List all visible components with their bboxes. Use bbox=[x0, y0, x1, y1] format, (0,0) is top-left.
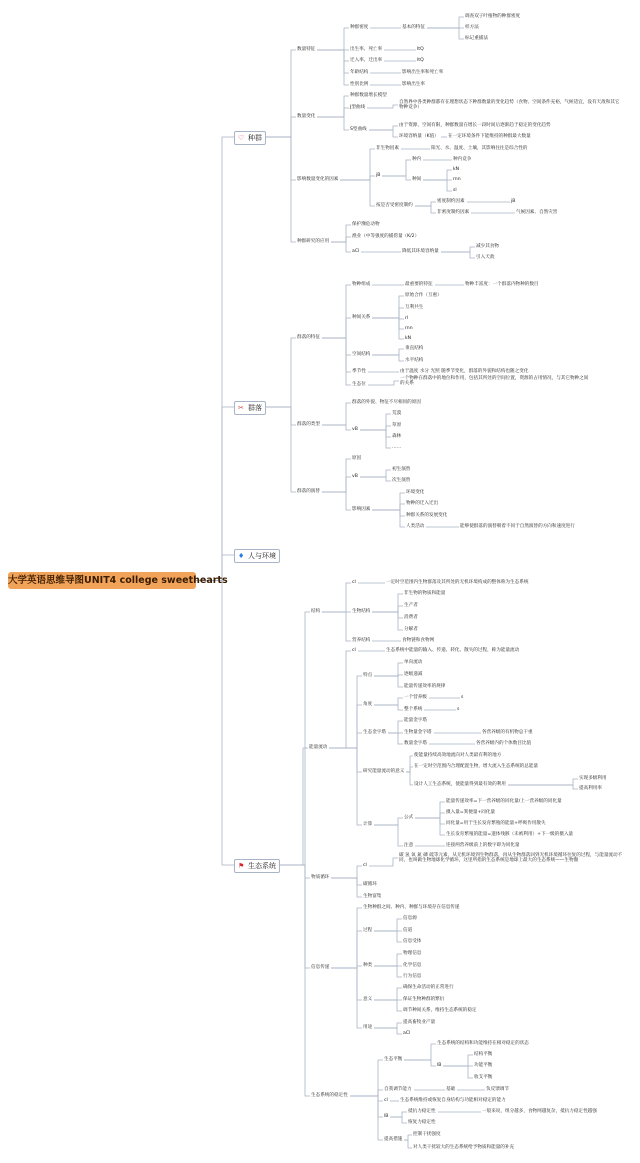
connector bbox=[374, 676, 403, 687]
mindmap-node[interactable]: 营养结构 bbox=[352, 638, 371, 644]
mindmap-node[interactable]: ltQ bbox=[417, 58, 424, 64]
connector bbox=[374, 954, 402, 966]
mindmap-node[interactable]: 一般来说，组分越多，食物网越复杂，抵抗力稳定性越强 bbox=[482, 1109, 597, 1115]
heart-icon: ♡ bbox=[238, 134, 245, 142]
connector bbox=[340, 180, 375, 206]
mindmap-node[interactable]: …… bbox=[392, 445, 402, 451]
connector bbox=[369, 126, 398, 130]
mindmap-node[interactable]: 降低其环境容纳量 bbox=[402, 249, 439, 255]
mindmap-node[interactable]: 标记重捕法 bbox=[465, 36, 488, 42]
connector bbox=[317, 28, 349, 50]
mindmap-node[interactable]: 种群密度 bbox=[350, 25, 369, 31]
topic-human-environment-label: 人与环境 bbox=[248, 552, 276, 560]
mindmap-node[interactable]: 信息源 bbox=[403, 916, 417, 922]
mindmap-node[interactable]: 信息传递 bbox=[311, 965, 330, 971]
connector bbox=[382, 160, 411, 176]
mindmap-node[interactable]: 种间 bbox=[412, 177, 422, 183]
mindmap-node[interactable]: 生物种群之间、种内、种群与环境存在信息传递 bbox=[363, 905, 460, 911]
connector bbox=[374, 919, 402, 931]
connector bbox=[415, 818, 445, 824]
mindmap-node[interactable]: 物种丰富度：一个群落内物种的数目 bbox=[465, 282, 539, 288]
connector bbox=[322, 459, 351, 492]
mindmap-node[interactable]: rl bbox=[405, 316, 409, 322]
mindmap-node[interactable]: 能量传递效率的规律 bbox=[404, 684, 446, 690]
connector bbox=[367, 105, 398, 108]
connector bbox=[266, 137, 296, 242]
mindmap-node[interactable]: 抵抗力稳定性 bbox=[408, 1109, 436, 1115]
mindmap-node[interactable]: 影响因素 bbox=[352, 507, 371, 513]
mindmap-node[interactable]: 确保生命活动的正常进行 bbox=[403, 985, 454, 991]
connector bbox=[360, 470, 391, 477]
mindmap-node[interactable]: 在一定时空范围内合理配置生物，增大流入生态系统的总能量 bbox=[414, 764, 539, 770]
connector bbox=[331, 237, 351, 242]
mindmap-node[interactable]: 信息受体 bbox=[403, 939, 422, 945]
connector bbox=[322, 612, 351, 641]
connector bbox=[372, 510, 405, 527]
mindmap-node[interactable]: 用途 bbox=[363, 1025, 373, 1031]
connector bbox=[372, 349, 404, 355]
connector bbox=[406, 756, 413, 772]
mindmap-node[interactable]: 群落的演替 bbox=[297, 489, 320, 495]
mindmap-node[interactable]: 最重要的特征 bbox=[405, 282, 433, 288]
connector bbox=[374, 1023, 402, 1028]
mindmap-node[interactable]: 数量变化 bbox=[297, 114, 316, 120]
connector bbox=[266, 50, 296, 137]
connector bbox=[331, 968, 362, 1028]
mindmap-node[interactable]: 摄入量=粪便量+同化量 bbox=[446, 810, 496, 816]
connector bbox=[317, 108, 349, 117]
mindmap-node[interactable]: 阳光、水、温度、土壤，其影响往往是综合性的 bbox=[431, 146, 528, 152]
connector bbox=[374, 825, 403, 846]
connector bbox=[404, 1135, 412, 1140]
connector bbox=[508, 785, 578, 789]
connector bbox=[350, 1096, 383, 1140]
topic-population[interactable] bbox=[234, 131, 266, 145]
flag-icon: ⚑ bbox=[238, 862, 245, 870]
connector bbox=[369, 130, 398, 137]
connector bbox=[415, 802, 445, 818]
mindmap-node[interactable]: 由于资源、空间有限，种群数量在增长一段时间后逐渐趋于稳定的变化趋势 bbox=[399, 123, 551, 129]
mindmap-node[interactable]: 环境变化 bbox=[406, 490, 425, 496]
connector bbox=[374, 663, 403, 676]
mindmap-node[interactable]: 一个物种在群落中的地位和作用，包括其所处的空间位置，资源的占用情况，与其它物种之间的关系 bbox=[400, 375, 589, 386]
connector bbox=[423, 170, 452, 180]
connector bbox=[322, 583, 351, 612]
scissors-icon: ✂ bbox=[238, 404, 244, 412]
mindmap-node[interactable]: 保证生物种群的繁衍 bbox=[403, 997, 445, 1003]
mindmap-node[interactable]: s bbox=[461, 695, 464, 701]
mindmap-node[interactable]: 密度制约因素 bbox=[437, 199, 465, 205]
mindmap-node[interactable]: 生态系统中能量的输入、传递、转化、散失的过程，称为能量流动 bbox=[386, 648, 520, 654]
mindmap-node[interactable]: 一个营养级 bbox=[404, 695, 427, 701]
mindmap-node[interactable]: aCl bbox=[403, 1031, 411, 1037]
mindmap-node[interactable]: 初生演替 bbox=[392, 467, 411, 473]
mindmap-node[interactable]: 行为信息 bbox=[403, 974, 422, 980]
mindmap-node[interactable]: 草原 bbox=[392, 423, 402, 429]
mindmap-node[interactable]: 荒漠 bbox=[392, 411, 402, 417]
mindmap-node[interactable]: J型曲线 bbox=[350, 105, 366, 111]
connector bbox=[382, 176, 411, 180]
mindmap-node[interactable]: rnn bbox=[453, 177, 461, 183]
topic-human-environment[interactable] bbox=[234, 549, 280, 563]
mindmap-node[interactable]: 迁入率、迁出率 bbox=[350, 58, 383, 64]
connector bbox=[329, 651, 351, 748]
topic-ecosystem-label: 生态系统 bbox=[248, 862, 276, 870]
mindmap-node[interactable]: 提高措施 bbox=[384, 1137, 403, 1143]
mindmap-node[interactable]: 实现多级利用 bbox=[579, 776, 607, 782]
mindmap-node[interactable]: 森林 bbox=[392, 434, 402, 440]
connector bbox=[340, 176, 375, 180]
mindmap-node[interactable]: 提高畜牧业产量 bbox=[403, 1020, 436, 1026]
mindmap-node[interactable]: 单向流动 bbox=[404, 660, 423, 666]
connector bbox=[406, 772, 413, 785]
connector bbox=[404, 1044, 436, 1060]
mindmap-node[interactable]: 种群研究的应用 bbox=[297, 239, 330, 245]
mindmap-node[interactable]: 提高利用率 bbox=[579, 786, 602, 792]
connector bbox=[322, 425, 351, 430]
mindmap-node[interactable]: 非密度制约因素 bbox=[437, 210, 470, 216]
connector bbox=[390, 1112, 407, 1117]
mindmap-node[interactable]: 角度 bbox=[363, 702, 373, 708]
connector bbox=[372, 612, 403, 630]
mindmap-node[interactable]: 生产者 bbox=[404, 603, 418, 609]
connector bbox=[374, 1000, 402, 1011]
mindmap-node[interactable]: 消费者 bbox=[404, 615, 418, 621]
connector bbox=[360, 426, 391, 430]
drop-icon: ♦ bbox=[238, 552, 245, 560]
mindmap-node[interactable]: 影响出生率 bbox=[402, 82, 425, 88]
connector bbox=[266, 117, 296, 137]
mindmap-node[interactable]: 生态系统的结构和功能维持在相对稳定的状态 bbox=[437, 1041, 529, 1047]
mindmap-node[interactable]: vB bbox=[352, 474, 358, 480]
connector bbox=[423, 180, 452, 191]
mindmap-node[interactable]: 能够使群落的演替朝着不同于自然演替的方向和速度进行 bbox=[460, 524, 575, 530]
mindmap-node[interactable]: 生物结构 bbox=[352, 609, 371, 615]
mindmap-node[interactable]: 连接两营养级前上的数字即为同化量 bbox=[446, 843, 520, 849]
connector bbox=[331, 866, 362, 878]
connector bbox=[266, 407, 296, 425]
connector bbox=[374, 931, 402, 942]
connector bbox=[443, 1055, 473, 1066]
mindmap-node[interactable]: 功能平衡 bbox=[474, 1063, 493, 1069]
connector bbox=[406, 767, 413, 772]
mindmap-node[interactable]: 物种的迁入迁出 bbox=[406, 501, 439, 507]
mindmap-node[interactable]: cl bbox=[352, 580, 356, 586]
connector bbox=[266, 407, 296, 492]
mindmap-node[interactable]: 物种组成 bbox=[352, 282, 371, 288]
mindmap-node[interactable]: 种群关系的发展变化 bbox=[406, 513, 448, 519]
connector bbox=[404, 1140, 412, 1148]
mindmap-node[interactable]: 同化量=用于生长发育繁殖的能量+呼吸作用散失 bbox=[446, 821, 546, 827]
connector bbox=[360, 477, 391, 481]
mindmap-node[interactable]: 影响数量变化的因素 bbox=[297, 177, 339, 183]
root-topic[interactable]: 大学英语思维导图UNIT4 college sweethearts bbox=[8, 572, 196, 589]
mindmap-node[interactable]: jB bbox=[376, 173, 381, 179]
mindmap-node[interactable]: 气候因素、自然灾害 bbox=[516, 210, 558, 216]
connector bbox=[388, 733, 403, 744]
mindmap-node[interactable]: 渔业（中等强度的捕捞量（K/2） bbox=[352, 234, 420, 240]
mindmap-node[interactable]: kN bbox=[405, 336, 412, 342]
mindmap-node[interactable]: 生态系统维持或恢复自身结构与功能相对稳定的能力 bbox=[400, 1098, 506, 1104]
connector bbox=[280, 748, 308, 865]
connector bbox=[360, 430, 391, 448]
mindmap-node[interactable]: aCl bbox=[352, 249, 360, 255]
mindmap-node[interactable]: 结构 bbox=[311, 609, 321, 615]
mindmap-node[interactable]: 各营养级内的个体数目比值 bbox=[476, 741, 532, 747]
mindmap-node[interactable]: cl bbox=[363, 863, 367, 869]
mindmap-node[interactable]: 生态金字塔 bbox=[363, 730, 386, 736]
connector bbox=[317, 50, 349, 85]
mindmap-node[interactable]: 种内竞争 bbox=[453, 157, 472, 163]
connector bbox=[340, 149, 375, 180]
connector bbox=[331, 242, 351, 252]
connector bbox=[322, 338, 351, 385]
mindmap-node[interactable]: 样方法 bbox=[465, 25, 479, 31]
mindmap-node[interactable]: 结构平衡 bbox=[474, 1052, 493, 1058]
mindmap-node[interactable]: 生物富集 bbox=[363, 894, 382, 900]
connector bbox=[331, 931, 362, 968]
connector bbox=[266, 137, 296, 180]
mindmap-node[interactable]: vB bbox=[352, 427, 358, 433]
mindmap-node[interactable]: 种内 bbox=[412, 157, 422, 163]
connector bbox=[372, 606, 403, 612]
mindmap-node[interactable]: 负反馈调节 bbox=[486, 1087, 509, 1093]
mindmap-node[interactable]: 调节种间关系，维持生态系统的稳定 bbox=[403, 1008, 477, 1014]
mindmap-node[interactable]: 特点 bbox=[363, 673, 373, 679]
mindmap-node[interactable]: 垂直结构 bbox=[405, 346, 424, 352]
mindmap-node[interactable]: 种类 bbox=[363, 963, 373, 969]
mindmap-node[interactable]: 公式 bbox=[404, 815, 414, 821]
mindmap-node[interactable]: 控制干扰强度 bbox=[413, 1132, 441, 1138]
mindmap-node[interactable]: 物质循环 bbox=[311, 875, 330, 881]
topic-community[interactable] bbox=[234, 401, 266, 415]
connector bbox=[372, 355, 404, 361]
mindmap-node[interactable]: 人类活动 bbox=[406, 524, 425, 530]
connector bbox=[388, 721, 403, 733]
mindmap-node[interactable]: 在一定环境条件下能维持的种群最大数量 bbox=[448, 134, 531, 140]
mindmap-node[interactable]: 互利共生 bbox=[405, 305, 424, 311]
connector bbox=[280, 865, 310, 878]
mindmap-node[interactable]: 由于温度 水分 光照 随季节变化，群落的外貌和结构也随之变化 bbox=[400, 369, 529, 375]
mindmap-node[interactable]: 物理信息 bbox=[403, 951, 422, 957]
mindmap-node[interactable]: 分解者 bbox=[404, 627, 418, 633]
mindmap-node[interactable]: 自我调节能力 bbox=[384, 1087, 412, 1093]
mindmap-node[interactable]: 能量金字塔 bbox=[404, 718, 427, 724]
mindmap-node[interactable]: cl bbox=[384, 1098, 388, 1104]
mindmap-node[interactable]: 环境容纳量（K值） bbox=[399, 134, 439, 140]
mindmap-node[interactable]: 引入天敌 bbox=[476, 255, 495, 261]
mindmap-node[interactable]: lB bbox=[437, 1063, 442, 1069]
mindmap-node[interactable]: 生态平衡 bbox=[384, 1057, 403, 1063]
mindmap-node[interactable]: 种群数量增长模型 bbox=[350, 93, 387, 99]
connector bbox=[280, 865, 310, 968]
connector bbox=[280, 612, 310, 865]
connector bbox=[374, 1028, 402, 1034]
mindmap-node[interactable]: 能量传递效率=下一营养级的同化量/上一营养级的同化量 bbox=[446, 799, 562, 805]
mindmap-node[interactable]: 减少其食物 bbox=[476, 244, 499, 250]
mindmap-node[interactable]: sl bbox=[453, 188, 457, 194]
mindmap-node[interactable]: 基本的特征 bbox=[402, 25, 425, 31]
mindmap-node[interactable]: 空间结构 bbox=[352, 352, 371, 358]
connector bbox=[331, 225, 351, 242]
connector bbox=[374, 966, 402, 977]
connector bbox=[317, 117, 349, 130]
mindmap-node[interactable]: cl bbox=[352, 648, 356, 654]
connector bbox=[415, 206, 436, 213]
connector bbox=[369, 858, 398, 866]
connector bbox=[415, 202, 436, 206]
mindmap-node[interactable]: 恢复力稳定性 bbox=[408, 1120, 436, 1126]
connector bbox=[415, 818, 445, 835]
mindmap-node[interactable]: 按是否受密度制约 bbox=[376, 203, 413, 209]
mindmap-node[interactable]: 出生率、死亡率 bbox=[350, 47, 383, 53]
mindmap-node[interactable]: 水平结构 bbox=[405, 358, 424, 364]
mindmap-node[interactable]: 整个系统 bbox=[404, 707, 423, 713]
mindmap-node[interactable]: 年龄结构 bbox=[350, 70, 369, 76]
connector bbox=[329, 733, 362, 748]
connector bbox=[427, 28, 464, 39]
connector bbox=[350, 1090, 383, 1096]
mindmap-node[interactable]: 数量特征 bbox=[297, 47, 316, 53]
mindmap-node[interactable]: 生物量金字塔 bbox=[404, 730, 432, 736]
connector bbox=[374, 698, 403, 705]
mindmap-node[interactable]: rnn bbox=[405, 326, 413, 332]
mindmap-node[interactable]: 非生物因素 bbox=[376, 146, 399, 152]
mindmap-node[interactable]: 食物链和食物网 bbox=[402, 638, 435, 644]
connector bbox=[266, 338, 296, 407]
mindmap-node[interactable]: 生态系统的稳定性 bbox=[311, 1093, 348, 1099]
topic-community-label: 群落 bbox=[248, 404, 262, 412]
mindmap-node[interactable]: 数量金字塔 bbox=[404, 741, 427, 747]
connector bbox=[427, 17, 464, 28]
mindmap-node[interactable]: 计算 bbox=[363, 822, 373, 828]
mindmap-node[interactable]: 基础 bbox=[446, 1087, 456, 1093]
topic-population-label: 种群 bbox=[248, 134, 262, 142]
mindmap-node[interactable]: 对人类干扰较大的生态系统给予物质和能量的补充 bbox=[413, 1145, 515, 1151]
connector bbox=[368, 381, 399, 385]
mindmap-node[interactable]: 一定时空范围内生物群落及其所处的无机环境构成的整体称为生态系统 bbox=[386, 580, 529, 586]
mindmap-node[interactable]: jB bbox=[511, 199, 516, 205]
connector bbox=[443, 1066, 473, 1078]
mindmap-node[interactable]: 生长发育繁殖的能量=遗体残骸（未被利用）+下一级的摄入量 bbox=[446, 832, 574, 838]
connector bbox=[322, 492, 351, 510]
mindmap-node[interactable]: S型曲线 bbox=[350, 127, 367, 133]
connector bbox=[441, 252, 475, 258]
connector bbox=[374, 705, 403, 710]
mindmap-node[interactable]: 原因 bbox=[352, 456, 362, 462]
mindmap-node[interactable]: 设计人工生态系统，使能量得到最有效的利用 bbox=[414, 782, 506, 788]
mindmap-node[interactable]: lB bbox=[384, 1114, 389, 1120]
mindmap-node[interactable]: 群落的外貌、物征不尽相同的原因 bbox=[352, 400, 421, 406]
connector bbox=[441, 247, 475, 252]
mindmap-node[interactable]: 季节性 bbox=[352, 369, 366, 375]
connector-root-E bbox=[196, 581, 234, 866]
mindmap-node[interactable]: 群落的类型 bbox=[297, 422, 320, 428]
connector bbox=[372, 308, 404, 318]
mindmap-node[interactable]: 使能量持续高效地流向对人类最有利的地方 bbox=[414, 753, 502, 759]
mindmap-node[interactable]: 各营养级的有机物总干重 bbox=[482, 730, 533, 736]
mindmap-node[interactable]: 碳循环 bbox=[363, 882, 377, 888]
connector bbox=[322, 318, 351, 338]
connector bbox=[322, 285, 351, 338]
mindmap-node[interactable]: s bbox=[457, 707, 460, 713]
mindmap-node[interactable]: 意义 bbox=[363, 997, 373, 1003]
connector bbox=[372, 504, 405, 510]
mindmap-node[interactable]: 收支平衡 bbox=[474, 1075, 493, 1081]
connector bbox=[322, 338, 351, 355]
mindmap-node[interactable]: 群落的特征 bbox=[297, 335, 320, 341]
mindmap-node[interactable]: 过程 bbox=[363, 928, 373, 934]
mindmap-node[interactable]: 信道 bbox=[403, 928, 413, 934]
connector bbox=[322, 403, 351, 425]
mindmap-node[interactable]: 自然界中各类种群都有在理想状态下种群数量的变化趋势（食物、空间条件充裕，气候适宜，没有天敌和其它物种竞争） bbox=[399, 99, 620, 110]
connector-root-C bbox=[196, 407, 234, 581]
connector bbox=[508, 779, 578, 785]
mindmap-node[interactable]: 原始合作（互惠） bbox=[405, 293, 442, 299]
mindmap-node[interactable]: 性别比例 bbox=[350, 82, 369, 88]
connector-root-P bbox=[196, 137, 234, 581]
connector bbox=[322, 477, 351, 492]
mindmap-node[interactable]: 种间关系 bbox=[352, 315, 371, 321]
connector bbox=[329, 748, 362, 825]
connector bbox=[280, 865, 310, 1096]
mindmap-node[interactable]: 碳 氢 氧 氮 磷 硫等元素，从无机环境到生物群落，再从生物群落回到无机环境循环往复的过程，与能量流动不同，也叫做生物地球化学循环，这里所指的生态系统是地球上最大的生态系统——生物圈 bbox=[399, 852, 623, 863]
mindmap-node[interactable]: 注意 bbox=[404, 843, 414, 849]
mindmap-node[interactable]: 逐级递减 bbox=[404, 672, 423, 678]
connector bbox=[415, 813, 445, 818]
mindmap-node[interactable]: ltQ bbox=[417, 47, 424, 53]
mindmap-node[interactable]: 影响出生率和死亡率 bbox=[402, 70, 444, 76]
mindmap-node[interactable]: 化学信息 bbox=[403, 963, 422, 969]
connector bbox=[372, 318, 404, 339]
mindmap-node[interactable]: kN bbox=[453, 167, 460, 173]
mindmap-node[interactable]: 能量流动 bbox=[309, 745, 328, 751]
connector bbox=[374, 818, 403, 825]
mindmap-node[interactable]: 保护濒危动物 bbox=[352, 222, 380, 228]
mindmap-node[interactable]: 非生物的物质和能量 bbox=[404, 591, 446, 597]
connector bbox=[374, 988, 402, 1000]
mindmap-node[interactable]: 研究能量流动的意义 bbox=[363, 769, 405, 775]
topic-ecosystem[interactable] bbox=[234, 859, 280, 873]
mindmap-node[interactable]: 生态位 bbox=[352, 382, 366, 388]
mindmap-node[interactable]: 次生演替 bbox=[392, 478, 411, 484]
connector bbox=[404, 1060, 436, 1066]
connector bbox=[331, 878, 362, 897]
mindmap-node[interactable]: 调查双子叶植物的种群密度 bbox=[465, 14, 521, 20]
connector bbox=[390, 1117, 407, 1123]
